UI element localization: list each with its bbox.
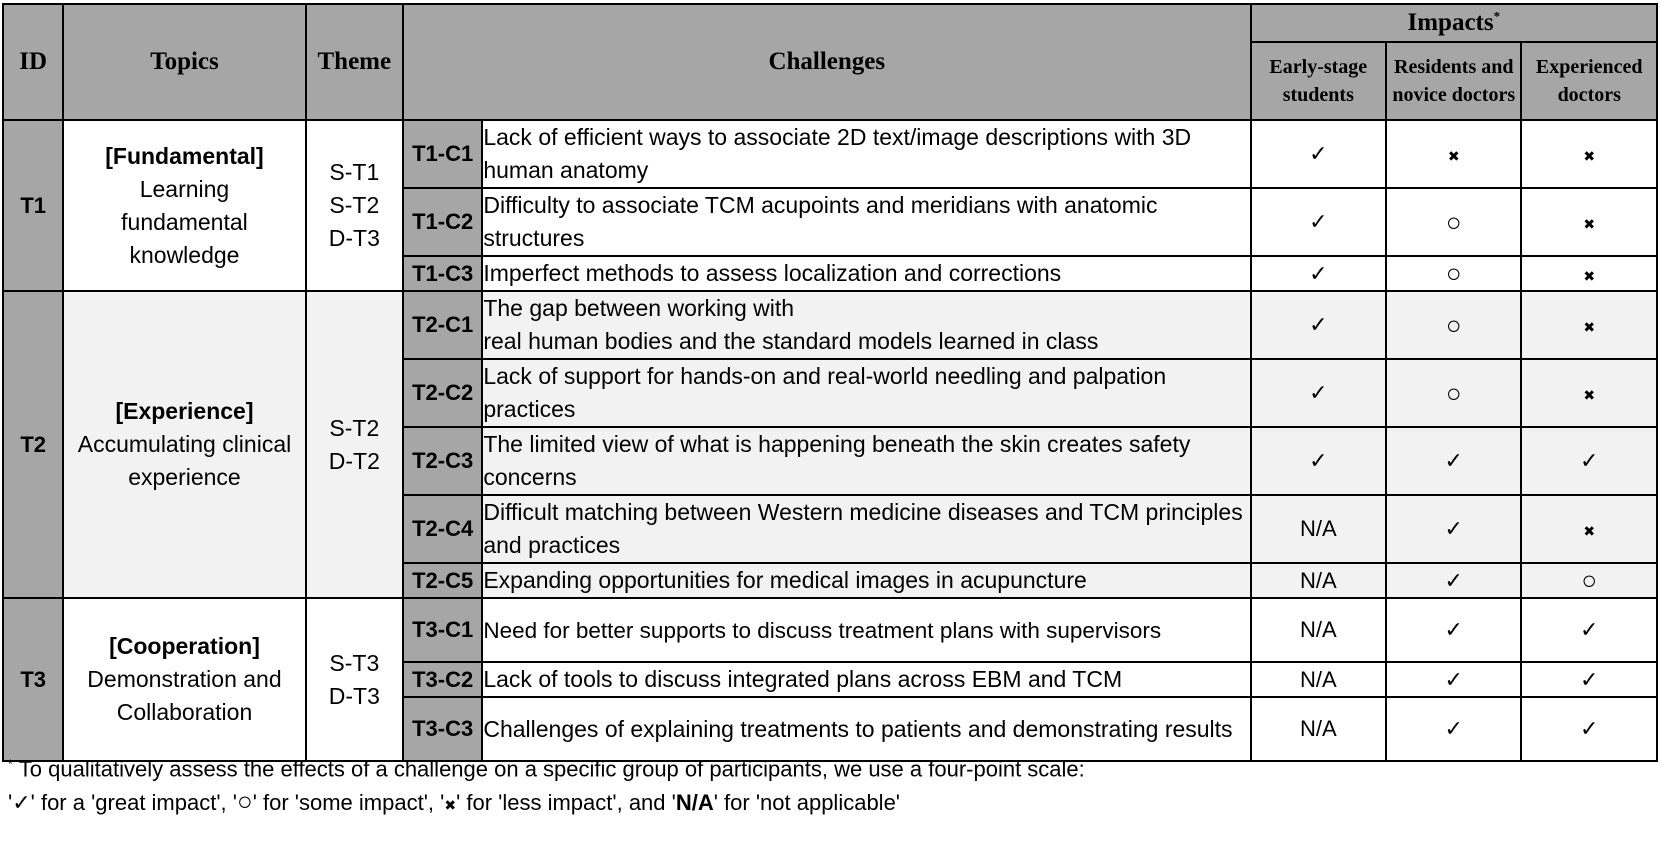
circle-icon: [1446, 211, 1462, 236]
footnote-text: To qualitatively assess the effects of a challenge on a specific group of participants, we use a four-point scale:: [18, 756, 1085, 782]
cross-icon: [1583, 516, 1595, 541]
header-theme: Theme: [306, 4, 403, 120]
check-icon: [1309, 261, 1327, 286]
challenge-id: T1-C3: [403, 256, 482, 291]
topic-description: Learning fundamental knowledge: [121, 175, 248, 268]
topic-cell: [63, 120, 305, 291]
challenge-text: The limited view of what is happening beneath the skin creates safety concerns: [482, 427, 1250, 495]
check-icon: [1580, 448, 1598, 473]
impact-cell: [1386, 291, 1521, 359]
challenge-text: Imperfect methods to assess localization and corrections: [482, 256, 1250, 291]
impact-cell: [1521, 427, 1657, 495]
challenge-id: T3-C2: [403, 662, 482, 697]
challenge-id: T3-C3: [403, 697, 482, 761]
footnote-some: ' for 'some impact', ': [252, 790, 445, 816]
theme-item: D-T3: [328, 225, 380, 251]
check-icon: [1309, 312, 1327, 337]
challenge-text: Difficulty to associate TCM acupoints and meridians with anatomic structures: [482, 188, 1250, 256]
impact-cell: [1251, 188, 1386, 256]
check-icon: [1445, 667, 1463, 692]
check-icon: [12, 790, 30, 815]
header-id: ID: [3, 4, 63, 120]
cross-icon: [1583, 209, 1595, 234]
topic-id: T2: [3, 291, 63, 598]
impact-cell: N/A: [1251, 495, 1386, 563]
impact-cell: [1251, 359, 1386, 427]
table-row: [3, 120, 1657, 188]
challenge-id: T2-C1: [403, 291, 482, 359]
challenge-text: Lack of efficient ways to associate 2D text/image descriptions with 3D human anatomy: [482, 120, 1250, 188]
impact-cell: N/A: [1251, 697, 1386, 761]
challenge-text-line: real human bodies and the standard models learned in class: [483, 328, 1099, 354]
challenge-id: T2-C4: [403, 495, 482, 563]
cross-icon: [1583, 141, 1595, 166]
theme-cell: [306, 120, 403, 291]
topic-id: T3: [3, 598, 63, 761]
theme-item: S-T1: [329, 159, 380, 185]
footnote: [8, 748, 1648, 821]
impact-cell: [1521, 291, 1657, 359]
check-icon: [1445, 448, 1463, 473]
check-icon: [1580, 617, 1598, 642]
topic-id: T1: [3, 120, 63, 291]
challenge-text: Challenges of explaining treatments to patients and demonstrating results: [482, 697, 1250, 761]
header-group-experienced: Experienced doctors: [1521, 42, 1657, 120]
theme-item: S-T2: [329, 414, 380, 441]
theme-cell: [306, 598, 403, 761]
impact-cell: [1251, 291, 1386, 359]
impact-cell: [1521, 563, 1657, 598]
challenge-text: [482, 291, 1250, 359]
theme-cell: [306, 291, 403, 598]
header-challenges: Challenges: [403, 4, 1251, 120]
impacts-label: Impacts: [1407, 9, 1494, 36]
cross-icon: [1448, 141, 1460, 166]
topic-title: [Fundamental]: [105, 142, 264, 169]
header-group-early: Early-stage students: [1251, 42, 1386, 120]
circle-icon: [1446, 382, 1462, 407]
circle-icon: [1581, 569, 1597, 594]
theme-item: S-T2: [329, 192, 380, 218]
header-group-residents: Residents and novice doctors: [1386, 42, 1521, 120]
impact-cell: [1521, 495, 1657, 563]
impact-cell: [1386, 598, 1521, 662]
check-icon: [1445, 516, 1463, 541]
impact-cell: [1386, 495, 1521, 563]
impact-cell: [1386, 427, 1521, 495]
header-impacts: [1251, 4, 1657, 42]
challenge-text: Difficult matching between Western medicine diseases and TCM principles and practices: [482, 495, 1250, 563]
challenge-id: T1-C2: [403, 188, 482, 256]
theme-item: S-T3: [329, 649, 380, 676]
challenge-id: T2-C5: [403, 563, 482, 598]
impact-cell: [1521, 256, 1657, 291]
footnote-na: N/A: [675, 790, 714, 816]
topic-description: Accumulating clinical experience: [77, 431, 292, 490]
footnote-quote: ': [8, 790, 13, 816]
check-icon: [1580, 667, 1598, 692]
impact-cell: N/A: [1251, 662, 1386, 697]
check-icon: [1580, 716, 1598, 741]
check-icon: [1445, 568, 1463, 593]
challenge-id: T3-C1: [403, 598, 482, 662]
footnote-line-2: [8, 785, 1648, 821]
challenge-id: T1-C1: [403, 120, 482, 188]
challenge-text: Lack of support for hands-on and real-world needling and palpation practices: [482, 359, 1250, 427]
check-icon: [1445, 716, 1463, 741]
challenge-text-line: The gap between working with: [483, 295, 795, 321]
challenge-id: T2-C3: [403, 427, 482, 495]
challenges-table: [2, 3, 1658, 762]
topic-title: [Cooperation]: [109, 633, 260, 659]
impact-cell: [1521, 662, 1657, 697]
cross-icon: [444, 790, 456, 815]
circle-icon: [1446, 314, 1462, 339]
impact-cell: N/A: [1251, 563, 1386, 598]
impact-cell: [1251, 427, 1386, 495]
impact-cell: [1386, 188, 1521, 256]
cross-icon: [1583, 261, 1595, 286]
footnote-na-desc: ' for 'not applicable': [713, 790, 901, 816]
impact-cell: [1386, 120, 1521, 188]
cross-icon: [1583, 312, 1595, 337]
challenge-text: Need for better supports to discuss treatment plans with supervisors: [482, 598, 1250, 662]
circle-icon: [1446, 262, 1462, 287]
circle-icon: [237, 790, 253, 815]
impact-cell: [1521, 120, 1657, 188]
check-icon: [1309, 141, 1327, 166]
impact-cell: N/A: [1251, 598, 1386, 662]
impact-cell: [1251, 120, 1386, 188]
impact-cell: [1386, 662, 1521, 697]
impact-cell: [1521, 598, 1657, 662]
check-icon: [1309, 380, 1327, 405]
footnote-mark: *: [8, 757, 13, 771]
topic-cell: [63, 291, 305, 598]
impact-cell: [1251, 256, 1386, 291]
footnote-line-1: [8, 748, 1648, 785]
table-row: [3, 291, 1657, 359]
challenge-id: T2-C2: [403, 359, 482, 427]
topic-title: [Experience]: [115, 398, 254, 424]
footnote-great: ' for a 'great impact', ': [30, 790, 237, 816]
impact-cell: [1386, 359, 1521, 427]
theme-item: D-T2: [328, 447, 380, 474]
theme-item: D-T3: [328, 682, 380, 709]
impacts-footnote-mark: *: [1493, 8, 1501, 24]
topic-cell: [63, 598, 305, 761]
check-icon: [1309, 448, 1327, 473]
table-row: [3, 598, 1657, 662]
impact-cell: [1386, 563, 1521, 598]
impact-cell: [1521, 188, 1657, 256]
challenge-text: Lack of tools to discuss integrated plans across EBM and TCM: [482, 662, 1250, 697]
challenge-text: Expanding opportunities for medical images in acupuncture: [482, 563, 1250, 598]
check-icon: [1309, 209, 1327, 234]
check-icon: [1445, 617, 1463, 642]
cross-icon: [1583, 380, 1595, 405]
header-topics: Topics: [63, 4, 305, 120]
footnote-less: ' for 'less impact', and ': [456, 790, 676, 816]
impact-cell: [1386, 256, 1521, 291]
topic-description: Demonstration and Collaboration: [87, 666, 282, 725]
impact-cell: [1521, 359, 1657, 427]
